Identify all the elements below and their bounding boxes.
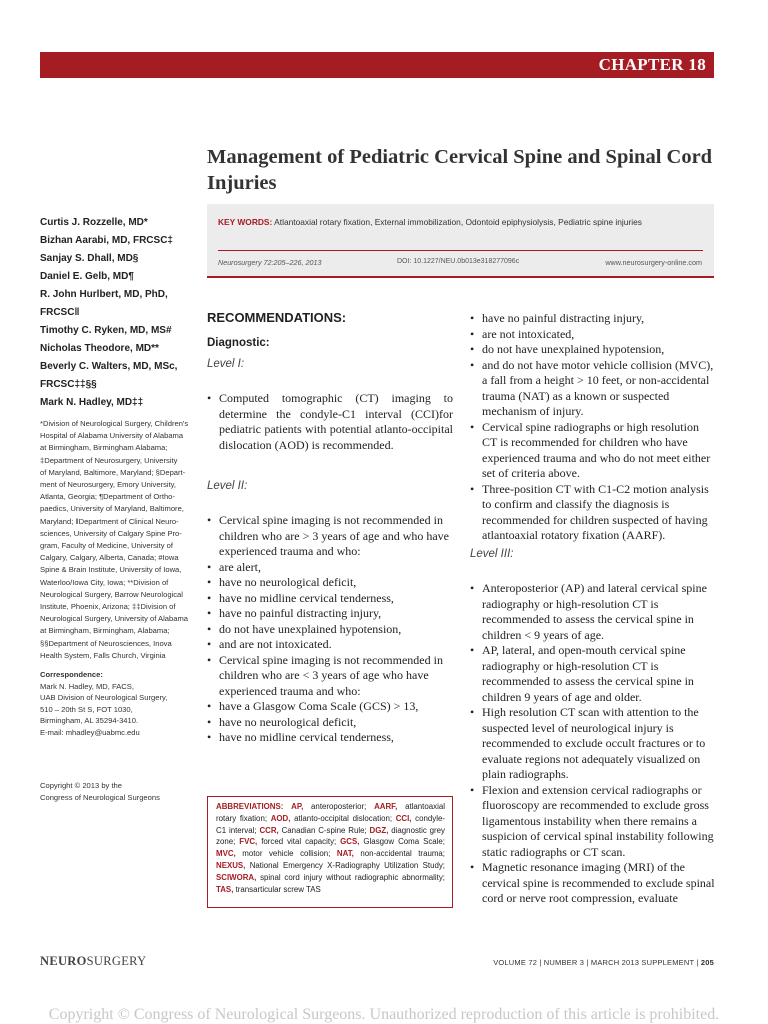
affiliation-line: ‡Department of Neurosurgery, University [40,455,178,465]
author-name: Sanjay S. Dhall, MD§ [40,253,139,264]
abbreviation-key: AP, [291,802,304,811]
diagnostic-heading: Diagnostic: [207,337,270,349]
affiliation-line: at Birmingham, Birmingham, Alabama; [40,626,170,636]
author-list [40,214,200,412]
list-item: • Cervical spine radiographs or high resolution CT is recommended for children who have experienced trauma and who do not meet either set of criteria above. [470,420,716,482]
level-1-list [207,391,453,453]
abbreviation-definition: motor vehicle collision; [235,849,337,859]
list-item: • have no neurological deficit, [207,715,455,731]
abbreviation-definition: anteroposterior; [303,802,375,811]
abbreviation-definition: non-accidental trauma; [353,849,445,859]
affiliation-line: ment of Neurosurgery, Emory University, [40,480,177,490]
correspondence-line: E-mail: mhadley@uabmc.edu [40,727,140,737]
level-2-list-right [470,311,716,544]
affiliation-line: paedics, University of Maryland, Baltimore, [40,504,184,514]
list-item: • are alert, [207,560,455,576]
affiliation-line: Institute, Phoenix, Arizona; ‡‡Division of [40,602,176,612]
chapter-label: CHAPTER 18 [598,55,706,74]
abbreviation-definition: forced vital capacity; [257,837,341,847]
abbreviation-key: NAT, [336,849,354,859]
journal-brand [40,954,146,969]
level-2-label: Level II: [207,480,248,492]
author-name: FRCSC‡‡§§ [40,379,97,390]
abbreviation-definition: diagnostic grey zone; [216,825,445,847]
list-item: • High resolution CT scan with attention to the suspected level of neurological injury is recommended to exclude occult fractures or to evaluate regions not adequately visualized on plain radiographs. [470,705,716,783]
list-item: • have a Glasgow Coma Scale (GCS) > 13, [207,699,455,715]
correspondence-lines [40,681,200,739]
brand-bold: NEURO [40,954,87,968]
correspondence-line: Mark N. Hadley, MD, FACS, [40,681,134,691]
keywords-text [218,216,708,229]
level-3-list [470,581,716,907]
abbreviation-definition: Glasgow Coma Scale; [359,837,446,847]
list-item: • and do not have motor vehicle collision (MVC), a fall from a height > 10 feet, or non-accidental trauma (NAT) as a known or suspected mechanism of injury. [470,358,716,420]
level-1-label: Level I: [207,358,245,370]
page-number: 205 [700,958,714,967]
copyright-notice [40,780,200,803]
abbreviation-key: NEXUS, [216,860,246,870]
correspondence-line: UAB Division of Neurological Surgery, [40,693,168,702]
affiliation-line: at Birmingham, Birmingham Alabama; [40,443,168,453]
abbreviation-key: FVC, [239,837,258,847]
list-item: • do not have unexplained hypotension, [470,342,716,358]
author-name: Curtis J. Rozzelle, MD* [40,217,148,228]
list-item: • Three-position CT with C1-C2 motion analysis to confirm and classify the diagnosis is recommended for children suspected of having atlantoaxial rotatory fixation (AARF). [470,482,716,544]
affiliation-line: Spine & Brain Institute, University of Iowa, [40,565,182,575]
author-name: FRCSC‖ [40,307,80,318]
list-item: • AP, lateral, and open-mouth cervical spine radiography or high-resolution CT is recommended to assess the cervical spine in children 9 years of age and older. [470,643,716,705]
abbreviation-key: TAS, [216,884,234,894]
abbreviations-label: ABBREVIATIONS: [216,802,284,811]
list-item: • Anteroposterior (AP) and lateral cervical spine radiography or high-resolution CT is recommended to assess the cervical spine in children < 9 years of age. [470,581,716,643]
keywords-divider [218,250,703,251]
abbreviations-box [207,796,453,908]
affiliation-line: Maryland; ‖Department of Clinical Neuro- [40,516,179,526]
affiliation-line: of Maryland, Baltimore, Maryland; §Depart- [40,467,186,477]
author-name: Bizhan Aarabi, MD, FRCSC‡ [40,235,173,246]
journal-citation: Neurosurgery 72:205–226, 2013 [218,258,322,267]
issue-info: VOLUME 72 | NUMBER 3 | MARCH 2013 SUPPLEMENT | [493,958,699,967]
list-item: • Cervical spine imaging is not recommended in children who are > 3 years of age and who have experienced trauma and who: [207,513,455,560]
abbreviation-definition: Canadian C-spine Rule; [278,825,370,835]
list-item: • have no midline cervical tenderness, [207,730,455,746]
correspondence-line: Birmingham, AL 35294-3410. [40,716,139,725]
author-name: Timothy C. Ryken, MD, MS# [40,325,172,336]
affiliation-line: Calgary, Calgary, Alberta, Canada; #Iowa [40,553,179,563]
abbreviation-key: CCI, [395,813,412,823]
list-item: • have no painful distracting injury, [470,311,716,327]
list-item: • are not intoxicated, [470,327,716,343]
list-item: • Cervical spine imaging is not recommended in children who are < 3 years of age who have experienced trauma and who: [207,653,455,700]
abbreviation-key: MVC, [216,849,236,859]
affiliation-line: Health System, Falls Church, Virginia [40,650,166,660]
affiliation-line: Atlanta, Georgia; ¶Department of Ortho- [40,492,175,502]
abbreviation-definition: spinal cord injury without radiographic abnormality; [256,872,445,882]
list-item: • do not have unexplained hypotension, [207,622,455,638]
author-name: Nicholas Theodore, MD** [40,343,159,354]
abbreviation-definition: atlanto-occipital dislocation; [290,813,396,823]
article-title: Management of Pediatric Cervical Spine and Spinal Cord Injuries [207,146,713,194]
correspondence-heading: Correspondence: [40,670,103,679]
abbreviation-key: SCIWORA, [216,872,257,882]
author-name: R. John Hurlbert, MD, PhD, [40,289,168,300]
author-name: Beverly C. Walters, MD, MSc, [40,361,178,372]
abbreviation-definition: atlantoaxial rotary fixation; [216,802,445,823]
author-name: Daniel E. Gelb, MD¶ [40,271,134,282]
abbreviation-key: DGZ, [369,825,389,835]
recommendations-heading: RECOMMENDATIONS: [207,310,347,325]
affiliation-line: Hospital of Alabama University of Alabama [40,431,184,441]
abbreviation-definition: transarticular screw TAS [233,884,321,894]
list-item: • have no neurological deficit, [207,575,455,591]
affiliation-line: Neurological Surgery, University of Alabama [40,614,189,624]
copyright-line: Congress of Neurological Surgeons [40,792,160,802]
abbreviation-key: AOD, [270,813,291,823]
keywords-list: Atlantoaxial rotary fixation, External immobilization, Odontoid epiphysiolysis, Pediatric spine injuries [274,217,642,227]
list-item: • Flexion and extension cervical radiographs or fluoroscopy are recommended to exclude gross ligamentous instability when there remains a suspicion of cervical spinal instability following static radiographs or CT scan. [470,783,716,861]
chapter-banner [40,52,714,78]
abbreviation-definition: condyle-C1 interval; [216,813,445,835]
keywords-box [207,204,714,278]
abbreviation-key: AARF, [374,802,398,811]
affiliation-line: Waterloo/Iowa City, Iowa; **Division of [40,577,169,587]
affiliations [40,418,200,662]
list-item: • have no midline cervical tenderness, [207,591,455,607]
affiliation-line: *Division of Neurological Surgery, Children's [40,419,189,428]
correspondence [40,669,200,738]
footer-issue-info [493,958,714,967]
affiliation-line: sciences, University of Calgary Spine Pro- [40,528,182,538]
journal-website-link[interactable]: www.neurosurgery-online.com [605,258,702,267]
author-name: Mark N. Hadley, MD‡‡ [40,397,144,408]
correspondence-line: 510 – 20th St S, FOT 1030, [40,704,133,714]
list-item: • Magnetic resonance imaging (MRI) of the cervical spine is recommended to exclude spinal cord or nerve root compression, evaluate [470,860,716,907]
brand-rest: SURGERY [86,954,147,968]
copyright-watermark: Copyright © Congress of Neurological Surgeons. Unauthorized reproduction of this article is prohibited. [48,1006,720,1023]
level-2-list-left [207,513,455,746]
list-item: • Computed tomographic (CT) imaging to determine the condyle-C1 interval (CCI)for pediatric patients with potential atlanto-occipital dislocation (AOD) is recommended. [207,391,453,453]
abbreviation-entries [216,802,445,894]
level-3-label: Level III: [470,548,514,560]
affiliation-line: Neurological Surgery, Barrow Neurological [40,589,183,599]
list-item: • have no painful distracting injury, [207,606,455,622]
abbreviation-key: CCR, [259,825,279,835]
doi: DOI: 10.1227/NEU.0b013e318277096c [397,258,520,265]
abbreviation-key: GCS, [340,837,360,847]
affiliation-line: gram, Faculty of Medicine, University of [40,541,173,551]
list-item: • and are not intoxicated. [207,637,455,653]
abbreviation-definition: National Emergency X-Radiography Utilization Study; [245,860,445,870]
affiliation-line: §§Department of Neurosciences, Inova [40,638,172,648]
keywords-label: KEY WORDS: [218,217,273,227]
copyright-line: Copyright © 2013 by the [40,781,123,790]
